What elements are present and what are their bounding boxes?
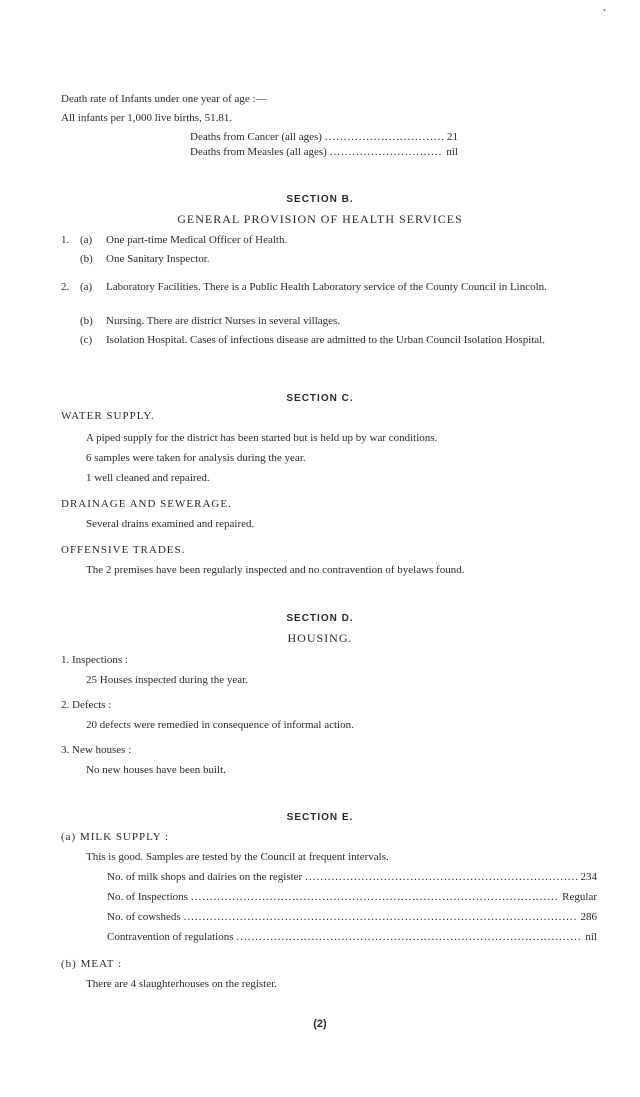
item-letter: (c) bbox=[80, 334, 93, 346]
housing-item-detail: 20 defects were remedied in consequence of informal action. bbox=[86, 719, 354, 731]
cancer-deaths-label: Deaths from Cancer (all ages) bbox=[190, 131, 322, 143]
section-d-title: HOUSING. bbox=[287, 631, 353, 645]
milk-row-value: 234 bbox=[580, 871, 597, 883]
section-d-heading: SECTION D. bbox=[286, 613, 354, 624]
housing-item-label: 3. New houses : bbox=[61, 744, 132, 756]
water-supply-line: 6 samples were taken for analysis during the year. bbox=[86, 452, 306, 464]
milk-row-value: 286 bbox=[580, 911, 597, 923]
item-letter: (b) bbox=[80, 253, 93, 265]
meat-line: There are 4 slaughterhouses on the register. bbox=[86, 978, 277, 990]
water-supply-line: 1 well cleaned and repaired. bbox=[86, 472, 210, 484]
cancer-deaths-row bbox=[190, 131, 458, 145]
item-letter: (a) bbox=[80, 281, 93, 293]
milk-row bbox=[107, 871, 597, 885]
milk-row-value: nil bbox=[585, 931, 597, 943]
housing-item-detail: No new houses have been built. bbox=[86, 764, 226, 776]
water-supply-title: WATER SUPPLY. bbox=[61, 410, 155, 422]
drainage-line: Several drains examined and repaired. bbox=[86, 518, 255, 530]
offensive-trades-line: The 2 premises have been regularly inspected and no contravention of byelaws found. bbox=[86, 564, 465, 576]
item-text: One Sanitary Inspector. bbox=[106, 253, 210, 265]
section-e-heading: SECTION E. bbox=[286, 812, 354, 823]
scan-mark: • bbox=[603, 6, 606, 15]
item-text: Nursing. There are district Nurses in several villages. bbox=[106, 315, 341, 327]
measles-deaths-label: Deaths from Measles (all ages) bbox=[190, 146, 327, 158]
water-supply-line: A piped supply for the district has been started but is held up by war conditions. bbox=[86, 432, 438, 444]
milk-row-label: No. of Inspections bbox=[107, 891, 188, 903]
housing-item-detail: 25 Houses inspected during the year. bbox=[86, 674, 248, 686]
meat-title: (b) MEAT : bbox=[61, 958, 123, 970]
section-b-title: GENERAL PROVISION OF HEALTH SERVICES bbox=[177, 212, 463, 226]
item-text: Isolation Hospital. Cases of infectious disease are admitted to the Urban Council Isolation Hospital. bbox=[106, 334, 545, 346]
item-number: 1. bbox=[61, 234, 70, 246]
milk-row bbox=[107, 931, 597, 945]
cancer-deaths-value: 21 bbox=[447, 131, 458, 143]
housing-item-label: 2. Defects : bbox=[61, 699, 112, 711]
offensive-trades-title: OFFENSIVE TRADES. bbox=[61, 544, 186, 556]
measles-deaths-value: nil bbox=[446, 146, 458, 158]
section-b-heading: SECTION B. bbox=[286, 194, 354, 205]
item-text: Laboratory Facilities. There is a Public Health Laboratory service of the County Council in Lincoln. bbox=[106, 281, 547, 293]
housing-item-label: 1. Inspections : bbox=[61, 654, 128, 666]
item-text: One part-time Medical Officer of Health. bbox=[106, 234, 288, 246]
infant-death-rate-title: Death rate of Infants under one year of age :— bbox=[61, 93, 267, 105]
drainage-title: DRAINAGE AND SEWERAGE. bbox=[61, 498, 232, 510]
milk-row-label: No. of milk shops and dairies on the register bbox=[107, 871, 303, 883]
milk-row-value: Regular bbox=[562, 891, 597, 903]
milk-row bbox=[107, 911, 597, 925]
milk-supply-intro: This is good. Samples are tested by the Council at frequent intervals. bbox=[86, 851, 389, 863]
milk-supply-title: (a) MILK SUPPLY : bbox=[61, 831, 170, 843]
milk-row-label: No. of cowsheds bbox=[107, 911, 181, 923]
item-letter: (a) bbox=[80, 234, 93, 246]
milk-row-label: Contravention of regulations bbox=[107, 931, 234, 943]
infant-rate-line: All infants per 1,000 live births, 51.81. bbox=[61, 112, 233, 124]
item-number: 2. bbox=[61, 281, 70, 293]
milk-row bbox=[107, 891, 597, 905]
section-c-heading: SECTION C. bbox=[286, 393, 354, 404]
measles-deaths-row bbox=[190, 146, 458, 160]
page-number: (2) bbox=[313, 1018, 327, 1030]
item-letter: (b) bbox=[80, 315, 93, 327]
